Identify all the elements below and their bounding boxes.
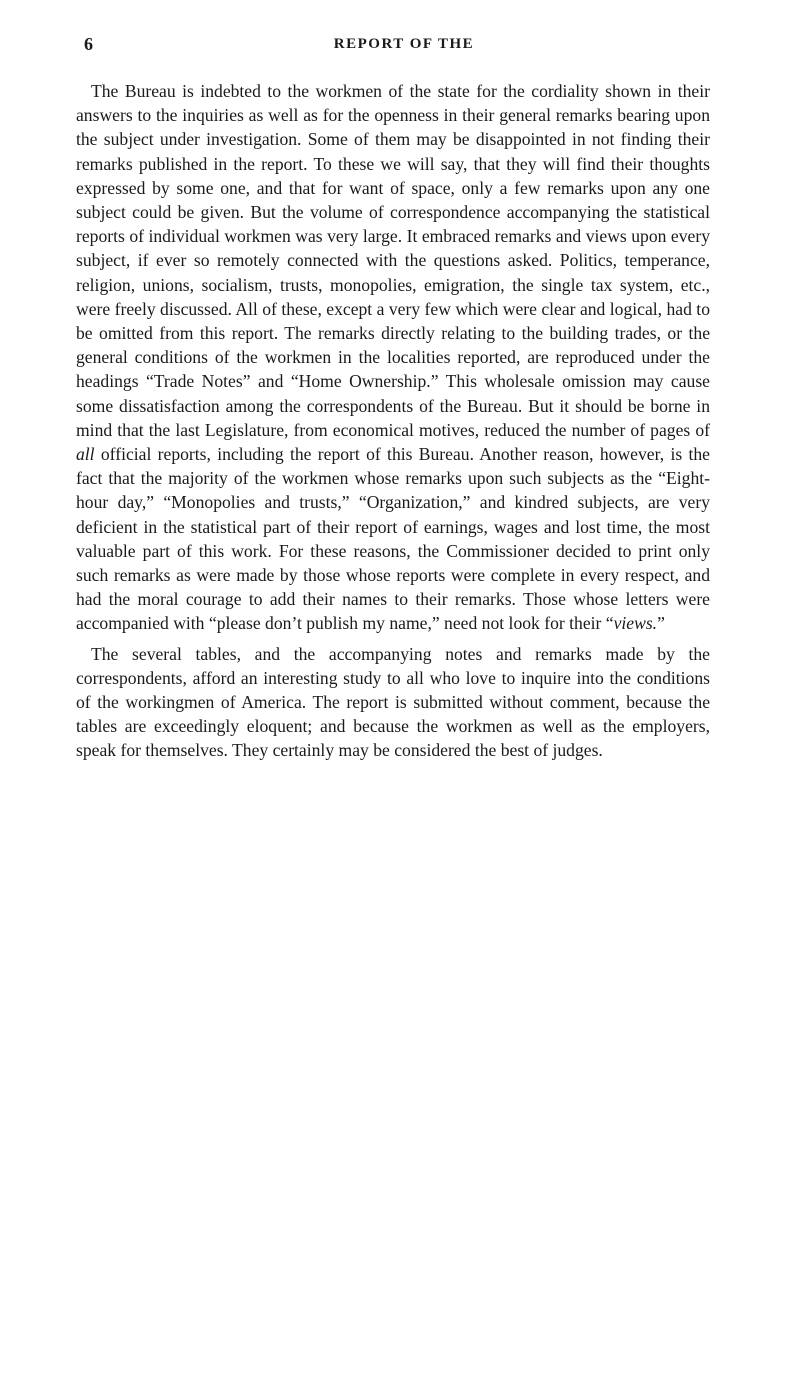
italic-emphasis: all (76, 444, 95, 465)
paragraph-several-tables (76, 642, 710, 763)
paragraph-text: ” (657, 613, 665, 634)
paragraph-text: official reports, including the report of this Bureau. Another reason, however, is the fact that the majority of the workmen whose remarks upon such subjects as the “Eight-hour day,” “Monopolies and trusts,” “Organization,” and kindred subjects, are very deficient in the statistical part of their report of earnings, wages and lost time, the most valuable part of this work. For these reasons, the Commissioner decided to print only such remarks as were made by those whose reports were complete in every respect, and had the moral courage to add their names to their remarks. Those whose letters were accompanied with “please don’t publish my name,” need not look for their “ (76, 444, 710, 634)
page-header (84, 34, 724, 56)
paragraph-text: The Bureau is indebted to the workmen of the state for the cordiality shown in their answers to the inquiries as well as for the openness in their general remarks bearing upon the subject under investigation. Some of them may be disappointed in not finding their remarks published in the report. To these we will say, that they will find their thoughts expressed by some one, and that for want of space, only a few remarks upon any one subject could be given. But the volume of correspondence accompanying the statistical reports of individual workmen was very large. It embraced remarks and views upon every subject, if ever so remotely connected with the questions asked. Politics, temperance, religion, unions, socialism, trusts, monopolies, emigration, the single tax system, etc., were freely discussed. All of these, except a very few which were clear and logical, had to be omitted from this report. The remarks directly relating to the building trades, or the general conditions of the workmen in the localities reported, are reproduced under the headings “Trade Notes” and “Home Ownership.” This wholesale omission may cause some dissatisfaction among the correspondents of the Bureau. But it should be borne in mind that the last Legislature, from economical motives, reduced the number of pages of (76, 81, 710, 440)
italic-emphasis: views. (613, 613, 658, 634)
body-text (76, 79, 710, 763)
running-head: REPORT OF THE (333, 36, 475, 52)
paragraph-text: The several tables, and the accompanying notes and remarks made by the correspondents, afford an interesting study to all who love to inquire into the conditions of the workingmen of America. The report is submitted without comment, because the tables are exceedingly eloquent; and because the workmen as well as the employers, speak for themselves. They certainly may be considered the best of judges. (76, 643, 710, 761)
page-number: 6 (84, 34, 94, 54)
paragraph-bureau-indebted (76, 79, 710, 636)
